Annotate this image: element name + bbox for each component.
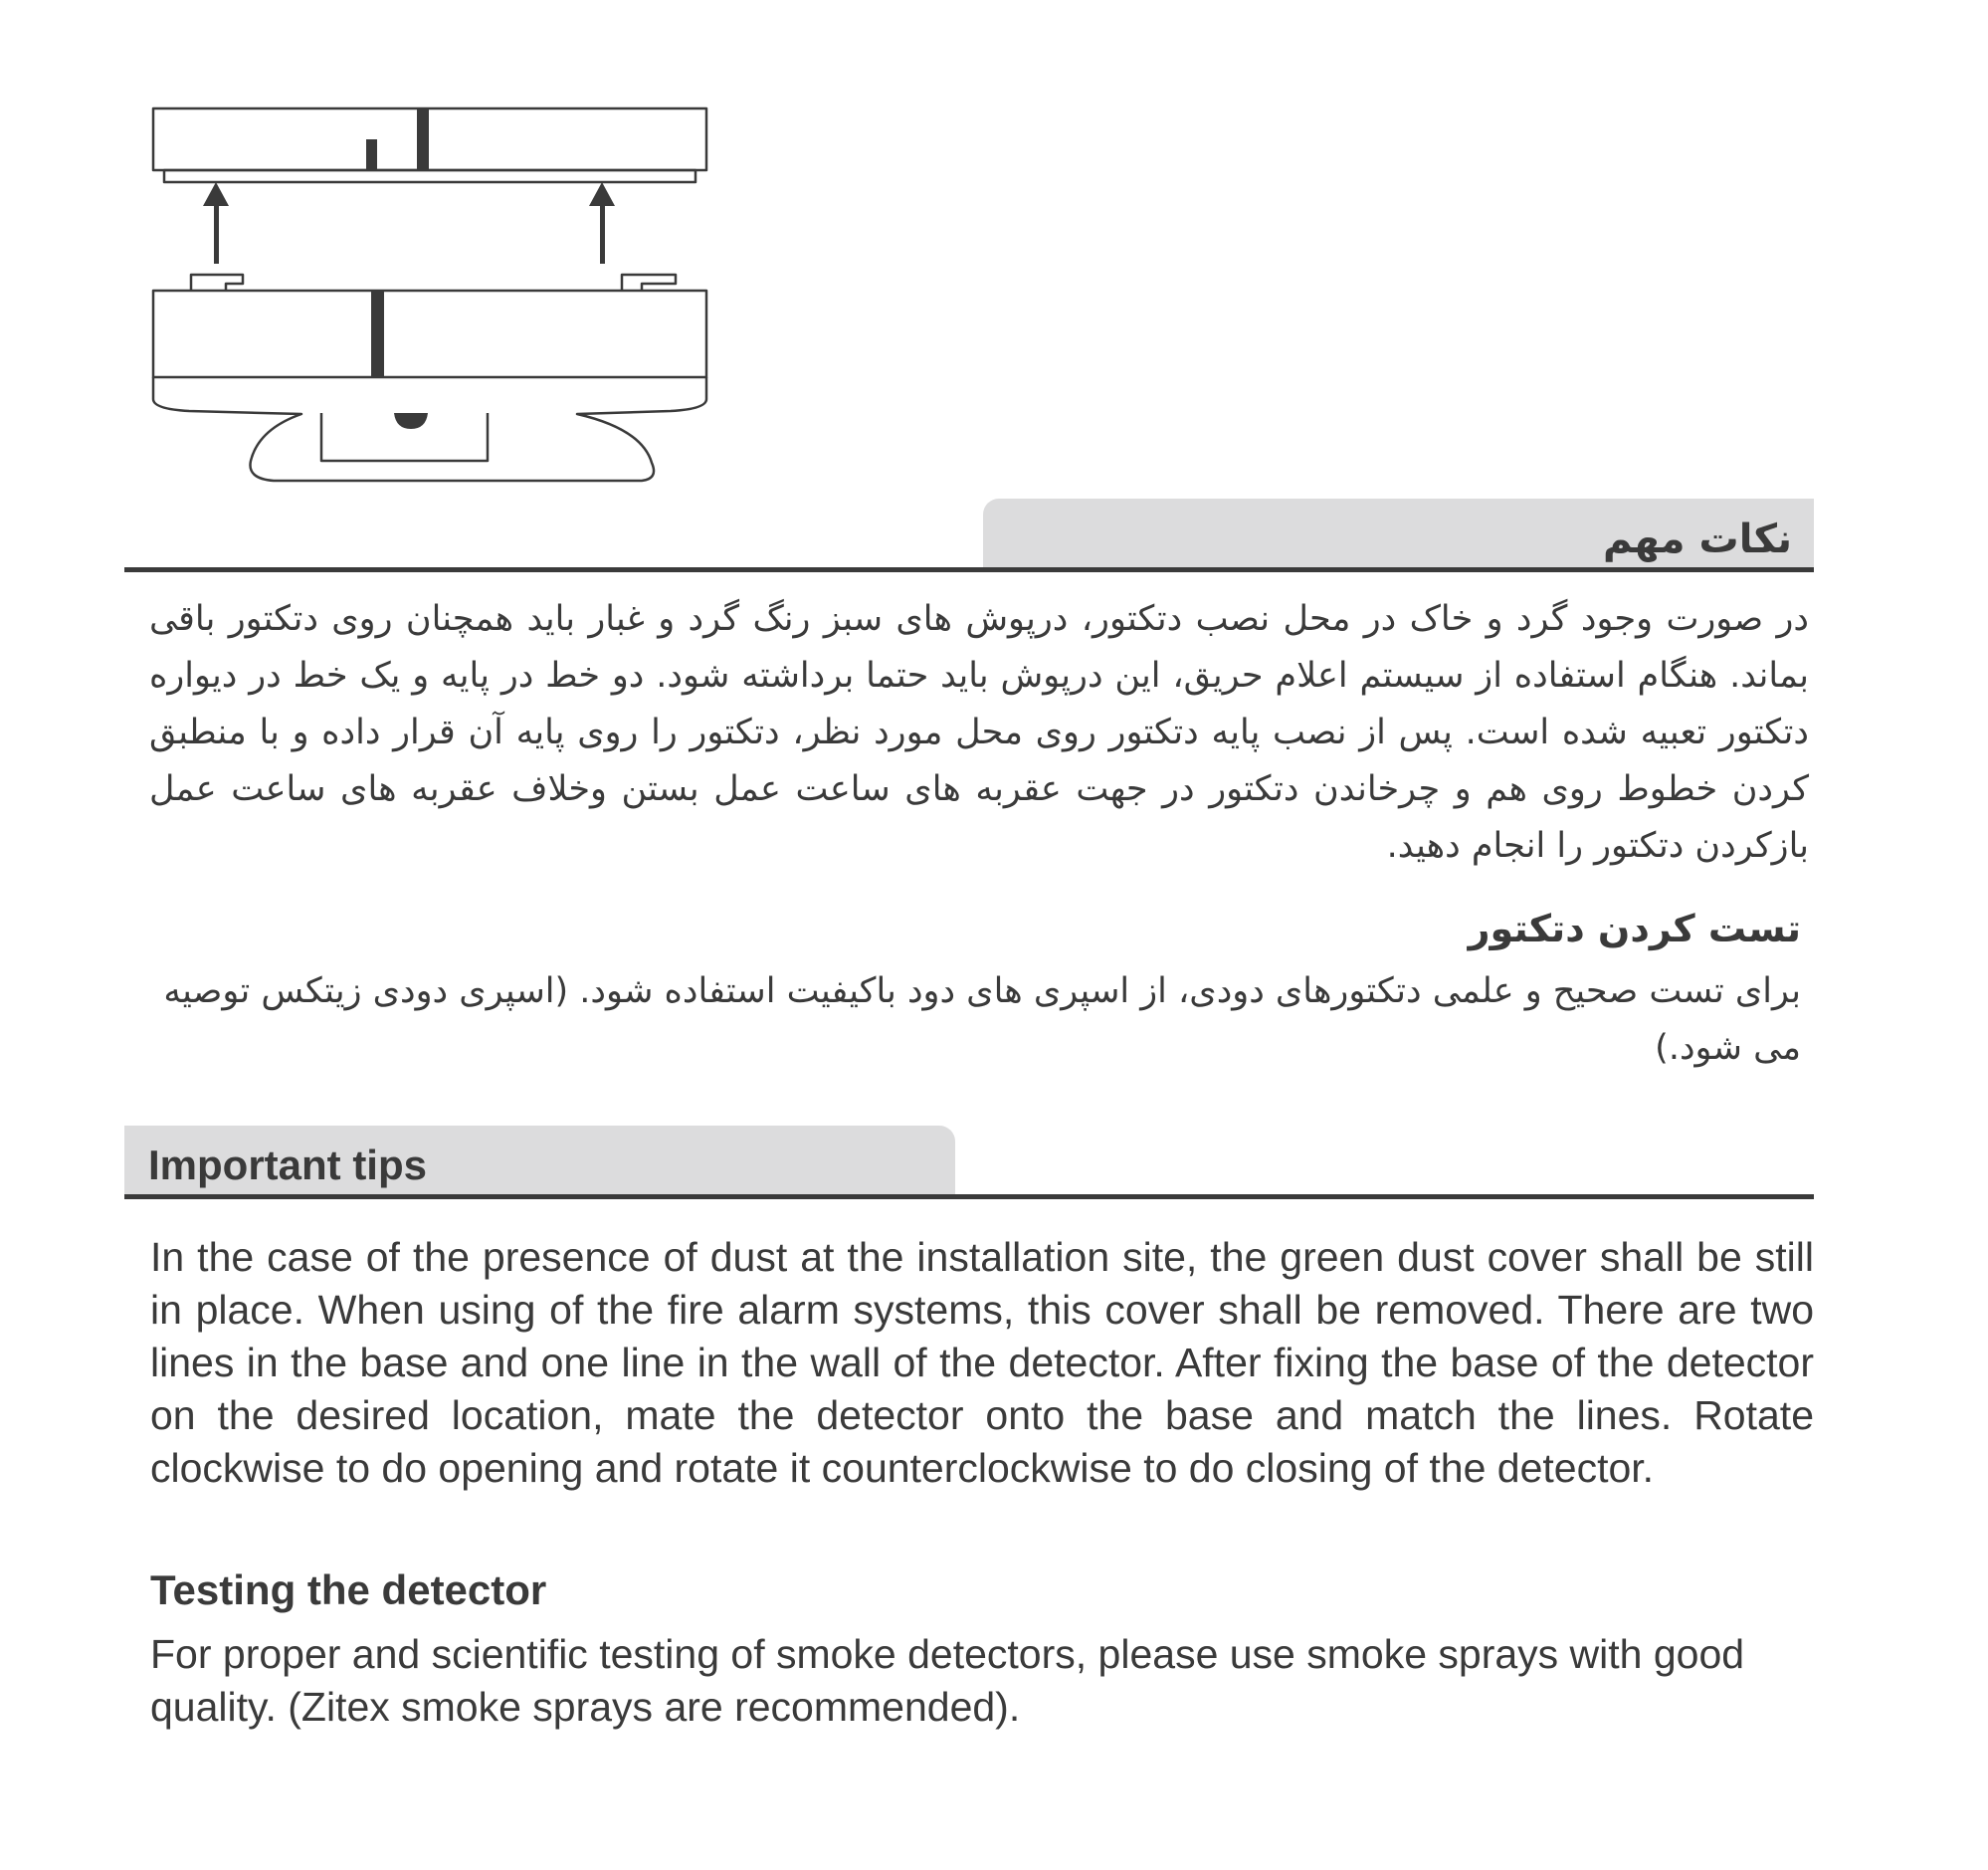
right-arrow-head (589, 182, 615, 206)
persian-heading-tab (983, 499, 1814, 569)
persian-testing-heading: تست کردن دتکتور (1468, 907, 1801, 950)
english-heading-tab (124, 1126, 955, 1196)
left-arrow-shaft (214, 202, 219, 264)
base-plate-rim (164, 170, 696, 182)
base-alignment-line-2 (417, 108, 429, 170)
right-arrow-shaft (600, 202, 605, 264)
english-heading-rule (124, 1194, 1814, 1199)
persian-heading: نکات مهم (1603, 516, 1792, 562)
detector-body (153, 291, 706, 377)
detector-diagram-svg (139, 95, 716, 493)
english-heading: Important tips (148, 1141, 427, 1188)
persian-heading-rule (124, 567, 1814, 572)
english-testing-paragraph: For proper and scientific testing of smoke detectors, please use smoke sprays with good quality. (Zitex smoke sprays are recommended). (150, 1631, 1745, 1730)
persian-tips-paragraph: در صورت وجود گرد و خاک در محل نصب دتکتور، درپوش های سبز رنگ گرد و غبار باید همچنان روی دتکتور باقی بماند. هنگام استفاده از سیستم اعلام حریق، این درپوش باید حتما برداشته شود. دو خط در پایه و یک خط در دیواره دتکتور تعبیه شده است. پس از نصب پایه دتکتور روی محل مورد نظر، دتکتور را روی پایه آن قرار داده و با منطبق کردن خطوط روی هم و چرخاندن دتکتور در جهت عقربه های ساعت عمل بستن وخلاف عقربه های ساعت عمل بازکردن دتکتور را انجام دهید. (149, 599, 1809, 866)
smoke-detector-mounting-diagram (139, 95, 716, 493)
english-tips-paragraph: In the case of the presence of dust at the installation site, the green dust cover shall be still in place. When using of the fire alarm systems, this cover shall be removed. There are two lines in the base and one line in the wall of the detector. After fixing the base of the detector on the desired location, mate the detector onto the base and match the lines. Rotate clockwise to do opening and rotate it counterclockwise to do closing of the detector. (150, 1234, 1814, 1491)
english-section-header (124, 1126, 1814, 1199)
right-tab (622, 275, 676, 291)
left-arrow-head (203, 182, 229, 206)
detector-dome (153, 377, 706, 481)
led-indicator (394, 413, 428, 429)
persian-testing-paragraph: برای تست صحیح و علمی دتکتورهای دودی، از اسپری های دود باکیفیت استفاده شود. (اسپری دودی زیتکس توصیه می شود.) (163, 971, 1801, 1068)
base-plate (153, 108, 706, 170)
detector-alignment-line (371, 291, 384, 377)
english-testing-heading: Testing the detector (150, 1566, 547, 1613)
left-tab (191, 275, 243, 291)
base-alignment-line-1 (366, 139, 377, 170)
persian-section-header (124, 499, 1814, 572)
